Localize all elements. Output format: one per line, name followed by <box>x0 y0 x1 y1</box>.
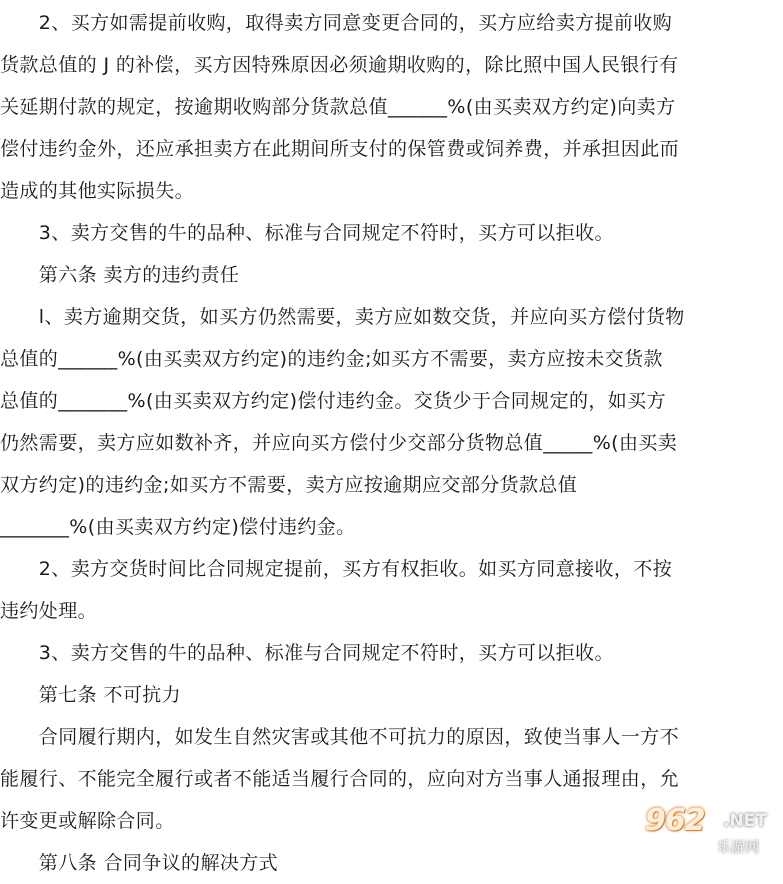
paragraph-line: 2、卖方交货时间比合同规定提前，买方有权拒收。如买方同意接收，不按 <box>0 558 673 580</box>
paragraph-line: 能履行、不能完全履行或者不能适当履行合同的，应向对方当事人通报理由，允 <box>0 768 680 790</box>
watermark-suffix: .NET <box>723 811 767 831</box>
paragraph-line: 造成的其他实际损失。 <box>0 180 195 202</box>
paragraph-line: 3、卖方交售的牛的品种、标准与合同规定不符时，买方可以拒收。 <box>0 222 614 244</box>
paragraph-line: 总值的_______%(由买卖双方约定)偿付违约金。交货少于合同规定的，如买方 <box>0 390 666 412</box>
section-heading: 第八条 合同争议的解决方式 <box>0 852 279 874</box>
watermark-site-name: 乐游网 <box>717 840 759 856</box>
paragraph-line: 仍然需要，卖方应如数补齐，并应向买方偿付少交部分货物总值_____%(由买卖 <box>0 432 678 454</box>
section-heading: 第七条 不可抗力 <box>0 684 182 706</box>
site-watermark <box>645 803 777 863</box>
paragraph-line: 3、卖方交售的牛的品种、标准与合同规定不符时，买方可以拒收。 <box>0 642 614 664</box>
paragraph-line: 双方约定)的违约金;如买方不需要，卖方应按逾期应交部分货款总值 <box>0 474 578 496</box>
watermark-logo: 962 <box>645 803 705 838</box>
paragraph-line: 总值的______%(由买卖双方约定)的违约金;如买方不需要，卖方应按未交货款 <box>0 348 663 370</box>
paragraph-line: 合同履行期内，如发生自然灾害或其他不可抗力的原因，致使当事人一方不 <box>0 726 680 748</box>
paragraph-line: 许变更或解除合同。 <box>0 810 175 832</box>
paragraph-line: 货款总值的 J 的补偿，买方因特殊原因必须逾期收购的，除比照中国人民银行有 <box>0 54 679 76</box>
paragraph-line: l、卖方逾期交货，如买方仍然需要，卖方应如数交货，并应向买方偿付货物 <box>0 306 685 328</box>
paragraph-line: 关延期付款的规定，按逾期收购部分货款总值______%(由买卖双方约定)向卖方 <box>0 96 676 118</box>
paragraph-line: _______%(由买卖双方约定)偿付违约金。 <box>0 516 356 538</box>
section-heading: 第六条 卖方的违约责任 <box>0 264 240 286</box>
paragraph-line: 违约处理。 <box>0 600 98 622</box>
paragraph-line: 2、买方如需提前收购，取得卖方同意变更合同的，买方应给卖方提前收购 <box>0 12 673 34</box>
paragraph-line: 偿付违约金外，还应承担卖方在此期间所支付的保管费或饲养费，并承担因此而 <box>0 138 680 160</box>
